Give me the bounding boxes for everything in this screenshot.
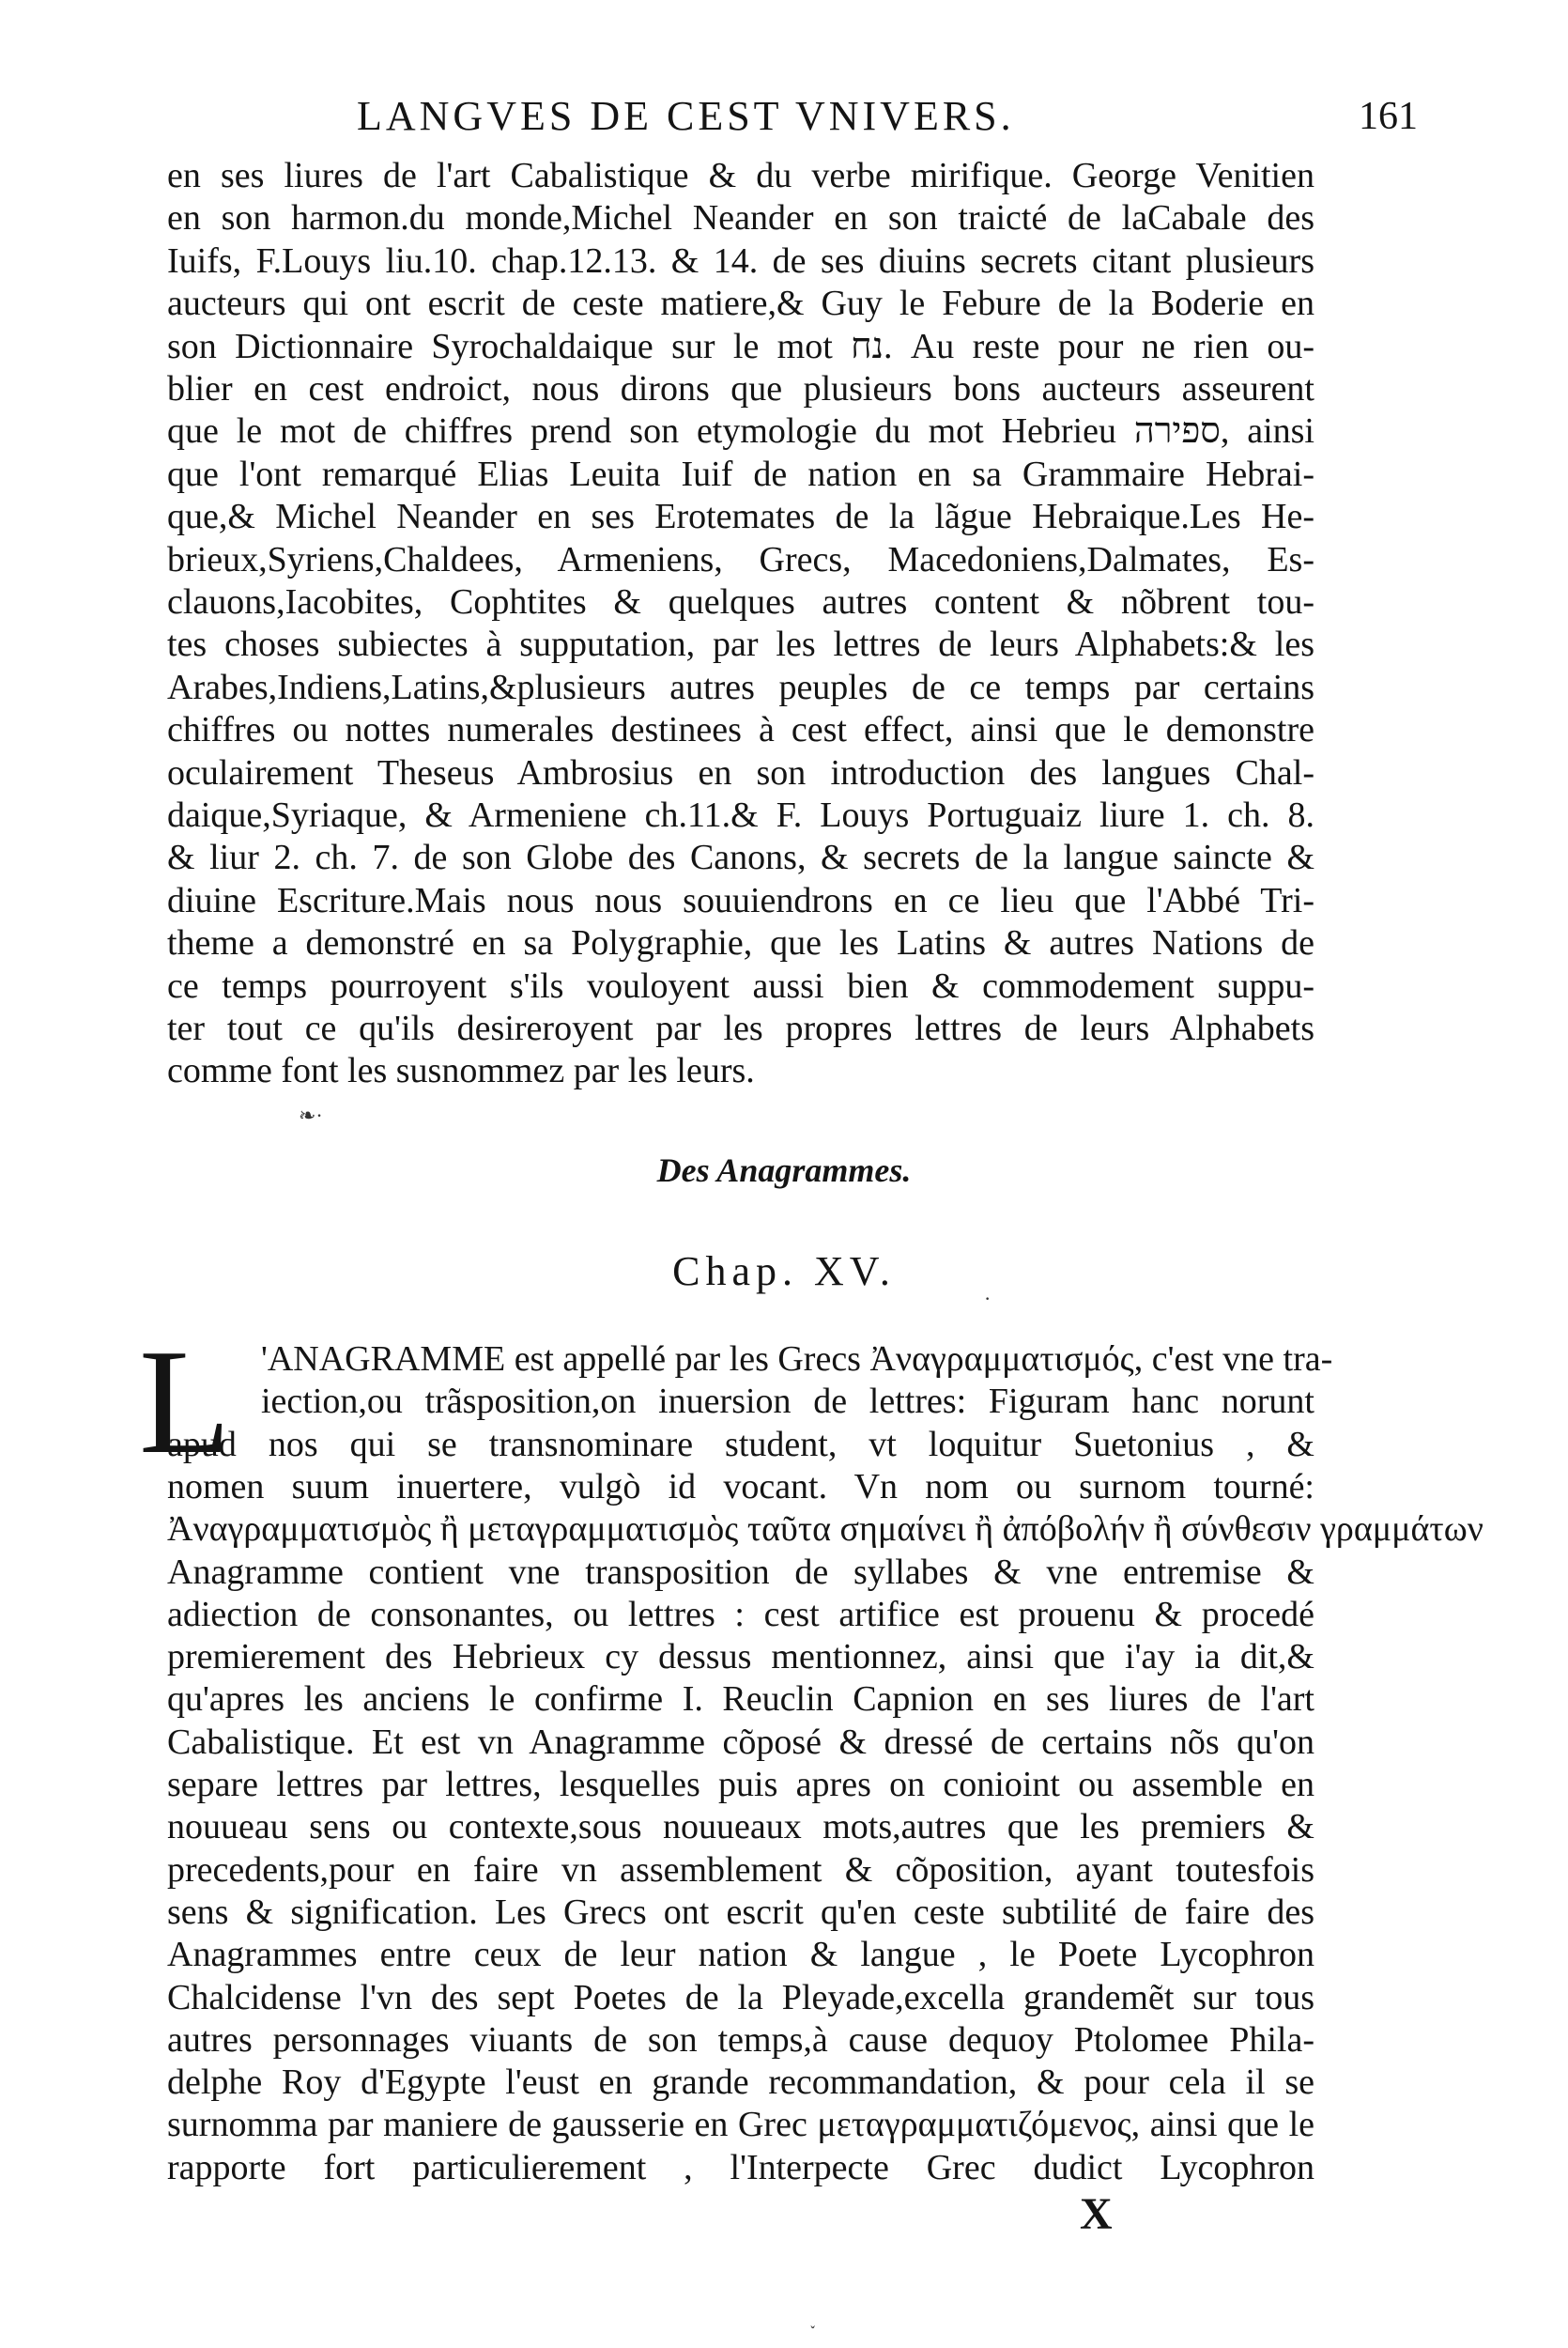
text-line: premierement des Hebrieux cy dessus mentionnez, ainsi que i'ay ia dit,&	[167, 1637, 1314, 1677]
text-line: surnomma par maniere de gausserie en Grec μεταγραμματιζόμενος, ainsi que le	[167, 2105, 1314, 2145]
text-line: apud nos qui se transnominare student, vt loquitur Suetonius , &	[167, 1424, 1314, 1464]
text-line: 'ANAGRAMME est appellé par les Grecs Ἀναγραμματισμός, c'est vne tra-	[261, 1339, 1333, 1379]
ink-speck: ·	[984, 1287, 992, 1310]
text-line: son Dictionnaire Syrochaldaique sur le mot נח. Au reste pour ne rien ou-	[167, 326, 1314, 366]
text-line: nomen suum inuertere, vulgò id vocant. Vn nom ou surnom tourné:	[167, 1466, 1314, 1506]
text-line: Chalcidense l'vn des sept Poetes de la Pleyade,excella grandemẽt sur tous	[167, 1977, 1314, 2017]
running-title: LANGVES DE CEST VNIVERS.	[357, 93, 1015, 139]
page-number: 161	[1359, 95, 1418, 138]
text-line: Cabalistique. Et est vn Anagramme cõposé & dressé de certains nõs qu'on	[167, 1722, 1314, 1762]
text-line: blier en cest endroict, nous dirons que plusieurs bons aucteurs asseurent	[167, 369, 1314, 409]
text-line: ter tout ce qu'ils desireroyent par les propres lettres de leurs Alphabets	[167, 1009, 1314, 1048]
text-line: comme font les susnommez par les leurs.	[167, 1051, 755, 1091]
text-line: Ἀναγραμματισμὸς ἢ μεταγραμματισμὸς ταῦτα σημαίνει ἢ ἀπόβολήν ἢ σύνθεσιν γραμμάτων	[167, 1509, 1483, 1550]
text-line: chiffres ou nottes numerales destinees à cest effect, ainsi que le demonstre	[167, 710, 1314, 750]
text-line: en ses liures de l'art Cabalistique & du verbe mirifique. George Venitien	[167, 156, 1314, 195]
text-line: que l'ont remarqué Elias Leuita Iuif de nation en sa Grammaire Hebrai-	[167, 454, 1314, 494]
text-line: Anagramme contient vne transposition de syllabes & vne entremise &	[167, 1552, 1314, 1592]
ornament-mark: ❧·	[299, 1104, 323, 1127]
text-line: qu'apres les anciens le confirme I. Reuclin Capnion en ses liures de l'art	[167, 1679, 1314, 1720]
text-line: tes choses subiectes à supputation, par les lettres de leurs Alphabets:& les	[167, 625, 1314, 665]
text-line: aucteurs qui ont escrit de ceste matiere,& Guy le Febure de la Boderie en	[167, 284, 1314, 324]
text-line: ce temps pourroyent s'ils vouloyent aussi bien & commodement suppu-	[167, 965, 1314, 1006]
text-line: que,& Michel Neander en ses Erotemates de la lãgue Hebraique.Les He-	[167, 497, 1314, 537]
signature-mark: X	[1080, 2189, 1113, 2239]
text-line: daique,Syriaque, & Armeniene ch.11.& F. Louys Portuguaiz liure 1. ch. 8.	[167, 796, 1314, 835]
text-line: clauons,Iacobites, Cophtites & quelques autres content & nõbrent tou-	[167, 582, 1314, 622]
drop-cap: L	[139, 1318, 231, 1485]
running-head	[188, 92, 1418, 148]
text-line: oculairement Theseus Ambrosius en son introduction des langues Chal-	[167, 752, 1314, 793]
text-line: que le mot de chiffres prend son etymologie du mot Hebrieu ספירה, ainsi	[167, 411, 1314, 452]
text-line: adiection de consonantes, ou lettres : cest artifice est prouenu & procedé	[167, 1594, 1314, 1634]
text-line: delphe Roy d'Egypte l'eust en grande recommandation, & pour cela il se	[167, 2062, 1314, 2103]
text-line: brieux,Syriens,Chaldees, Armeniens, Grecs, Macedoniens,Dalmates, Es-	[167, 539, 1314, 579]
text-line: en son harmon.du monde,Michel Neander en son traicté de laCabale des	[167, 198, 1314, 239]
text-line: sens & signification. Les Grecs ont escrit qu'en ceste subtilité de faire des	[167, 1892, 1314, 1932]
text-line: diuine Escriture.Mais nous nous souuiendrons en ce lieu que l'Abbé Tri-	[167, 880, 1314, 920]
section-title: Des Anagrammes.	[656, 1151, 912, 1189]
text-line: rapporte fort particulierement , l'Interpecte Grec dudict Lycophron	[167, 2147, 1314, 2187]
text-line: separe lettres par lettres, lesquelles puis apres on conioint ou assemble en	[167, 1765, 1314, 1804]
text-line: Arabes,Indiens,Latins,&plusieurs autres peuples de ce temps par certains	[167, 667, 1314, 707]
text-line: & liur 2. ch. 7. de son Globe des Canons, & secrets de la langue saincte &	[167, 838, 1314, 878]
text-line: iection,ou trãsposition,on inuersion de lettres: Figuram hanc norunt	[261, 1382, 1314, 1422]
text-line: precedents,pour en faire vn assemblement & cõposition, ayant toutesfois	[167, 1849, 1314, 1890]
text-line: autres personnages viuants de son temps,à cause dequoy Ptolomee Phila-	[167, 2019, 1314, 2060]
text-line: nouueau sens ou contexte,sous nouueaux mots,autres que les premiers &	[167, 1807, 1314, 1847]
chapter-title: Chap. XV.	[672, 1248, 896, 1294]
text-line: Anagrammes entre ceux de leur nation & langue , le Poete Lycophron	[167, 1935, 1314, 1975]
text-line: theme a demonstré en sa Polygraphie, que les Latins & autres Nations de	[167, 923, 1314, 964]
text-line: Iuifs, F.Louys liu.10. chap.12.13. & 14. de ses diuins secrets citant plusieurs	[167, 240, 1314, 281]
ink-speck-bottom: ˯	[809, 2306, 817, 2329]
